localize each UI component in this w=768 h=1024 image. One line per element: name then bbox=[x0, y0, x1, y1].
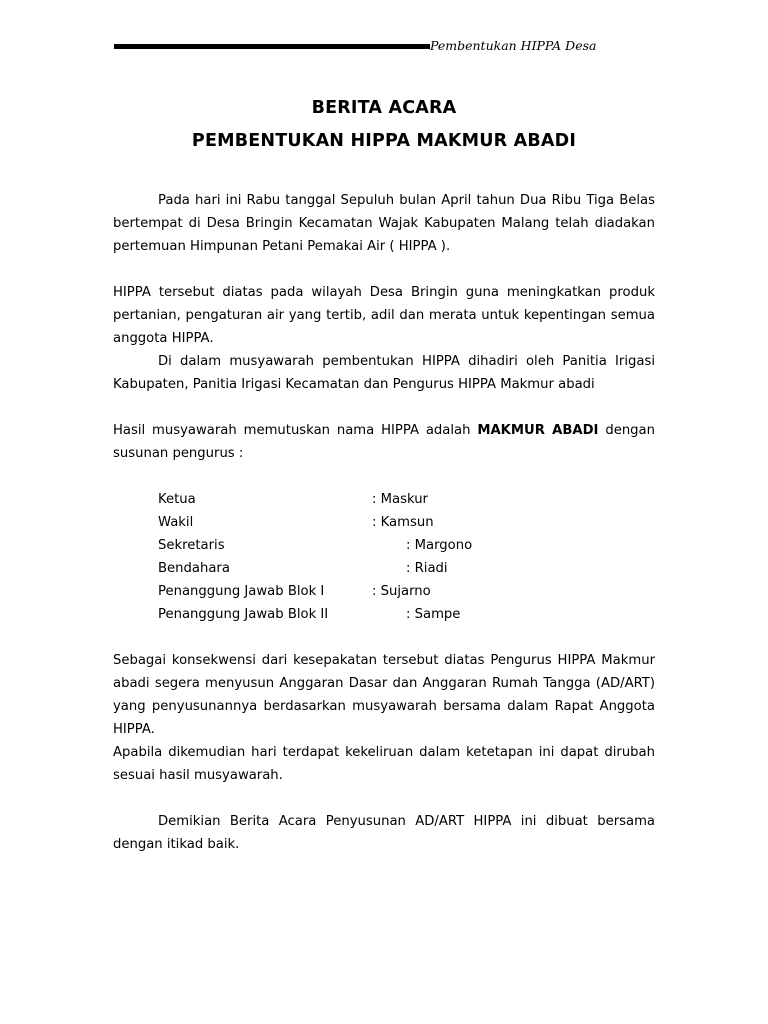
board-role: Penanggung Jawab Blok I bbox=[158, 584, 325, 599]
running-header: Pembentukan HIPPA Desa bbox=[430, 38, 597, 53]
board-member: : Maskur bbox=[372, 492, 428, 507]
board-member: : Sujarno bbox=[372, 584, 431, 599]
paragraph-consequence: Sebagai konsekwensi dari kesepakatan tersebut diatas Pengurus HIPPA Makmur abadi segera menyusun Anggaran Dasar dan Anggaran Rumah Tangga (AD/ART) yang penyusunannya berdasarkan musyawarah bersama dalam Rapat Anggota HIPPA. bbox=[113, 653, 655, 737]
decision-text: Hasil musyawarah memutuskan nama HIPPA adalah bbox=[113, 423, 478, 438]
paragraph-amendment: Apabila dikemudian hari terdapat kekeliruan dalam ketetapan ini dapat dirubah sesuai hasil musyawarah. bbox=[113, 745, 655, 783]
board-role: Penanggung Jawab Blok II bbox=[158, 607, 329, 622]
paragraph-purpose: HIPPA tersebut diatas pada wilayah Desa Bringin guna meningkatkan produk pertanian, pengaturan air yang tertib, adil dan merata untuk kepentingan semua anggota HIPPA. bbox=[113, 285, 655, 346]
decision-suffix: dengan susunan pengurus : bbox=[113, 423, 655, 461]
board-member: : Margono bbox=[406, 538, 473, 553]
board-role: Bendahara bbox=[158, 561, 230, 576]
document-title: BERITA ACARA bbox=[311, 98, 457, 118]
paragraph-opening: Pada hari ini Rabu tanggal Sepuluh bulan April tahun Dua Ribu Tiga Belas bertempat di Desa Bringin Kecamatan Wajak Kabupaten Malang telah diadakan pertemuan Himpunan Petani Pemakai Air ( HIPPA ). bbox=[113, 193, 655, 254]
board-role: Ketua bbox=[158, 492, 196, 507]
paragraph-attendance: Di dalam musyawarah pembentukan HIPPA dihadiri oleh Panitia Irigasi Kabupaten, Panitia Irigasi Kecamatan dan Pengurus HIPPA Makmur abadi bbox=[113, 354, 655, 392]
board-member: : Sampe bbox=[406, 607, 461, 622]
paragraph-closing: Demikian Berita Acara Penyusunan AD/ART HIPPA ini dibuat bersama dengan itikad baik. bbox=[113, 814, 655, 852]
board-member: : Riadi bbox=[406, 561, 448, 576]
board-role: Wakil bbox=[158, 515, 194, 530]
header-rule bbox=[114, 44, 430, 49]
paragraph-decision bbox=[113, 419, 655, 465]
hippa-name: MAKMUR ABADI bbox=[477, 423, 599, 438]
document-subtitle: PEMBENTUKAN HIPPA MAKMUR ABADI bbox=[191, 131, 577, 151]
board-member: : Kamsun bbox=[372, 515, 434, 530]
board-role: Sekretaris bbox=[158, 538, 225, 553]
